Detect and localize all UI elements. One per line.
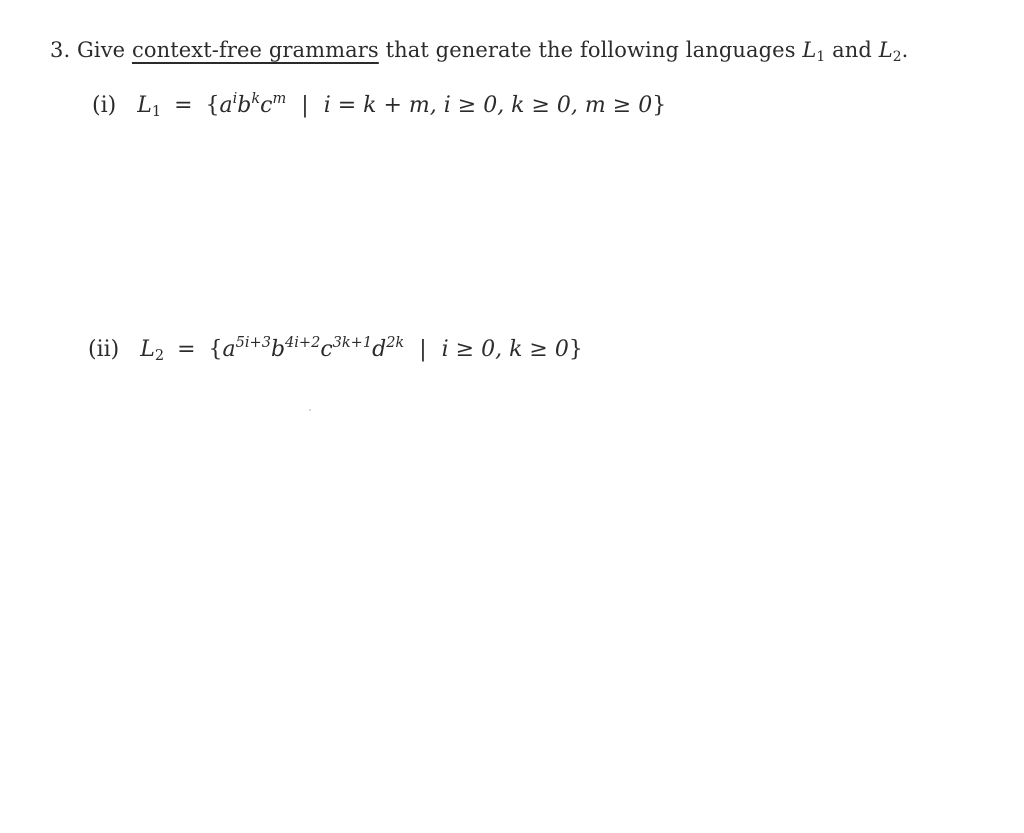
open-brace: { (205, 93, 220, 118)
close-brace: } (568, 337, 583, 362)
conjunction: and (832, 38, 872, 62)
equals-sign: = (174, 93, 193, 118)
term-b: $b^k$ (237, 91, 261, 118)
part-ii-lhs: $L_2$ (140, 337, 165, 365)
set-bar: | (419, 337, 427, 362)
set-condition: i ≥ 0, k ≥ 0 (441, 337, 569, 362)
question-text-before: Give (77, 38, 126, 62)
part-ii-definition (88, 335, 583, 365)
part-i-definition (92, 91, 667, 121)
term-c: $c^m$ (260, 91, 287, 118)
close-brace: } (652, 93, 667, 118)
open-brace: { (208, 337, 223, 362)
set-bar: | (301, 93, 309, 118)
term-d: $d^{2k}$ (372, 335, 405, 362)
question-text-after: that generate the following languages (385, 38, 796, 62)
part-i-lhs: $L_1$ (137, 93, 162, 121)
equals-sign: = (177, 337, 196, 362)
term-a: $a^i$ (219, 91, 238, 118)
question-number: 3. (50, 38, 71, 62)
part-i-label: (i) (92, 93, 117, 118)
part-ii-label: (ii) (88, 337, 120, 362)
term-a: $a^{5i+3}$ (222, 335, 271, 362)
language-2-ref: $L_2$ (878, 38, 902, 65)
set-condition: i = k + m, i ≥ 0, k ≥ 0, m ≥ 0 (323, 93, 653, 118)
language-1-ref: $L_1$ (802, 38, 826, 65)
underlined-term: context-free grammars (132, 38, 379, 62)
term-b: $b^{4i+2}$ (270, 335, 321, 362)
term-c: $c^{3k+1}$ (320, 335, 373, 362)
scan-speck (309, 409, 311, 411)
sentence-end: . (901, 38, 909, 62)
question-statement (50, 38, 909, 65)
